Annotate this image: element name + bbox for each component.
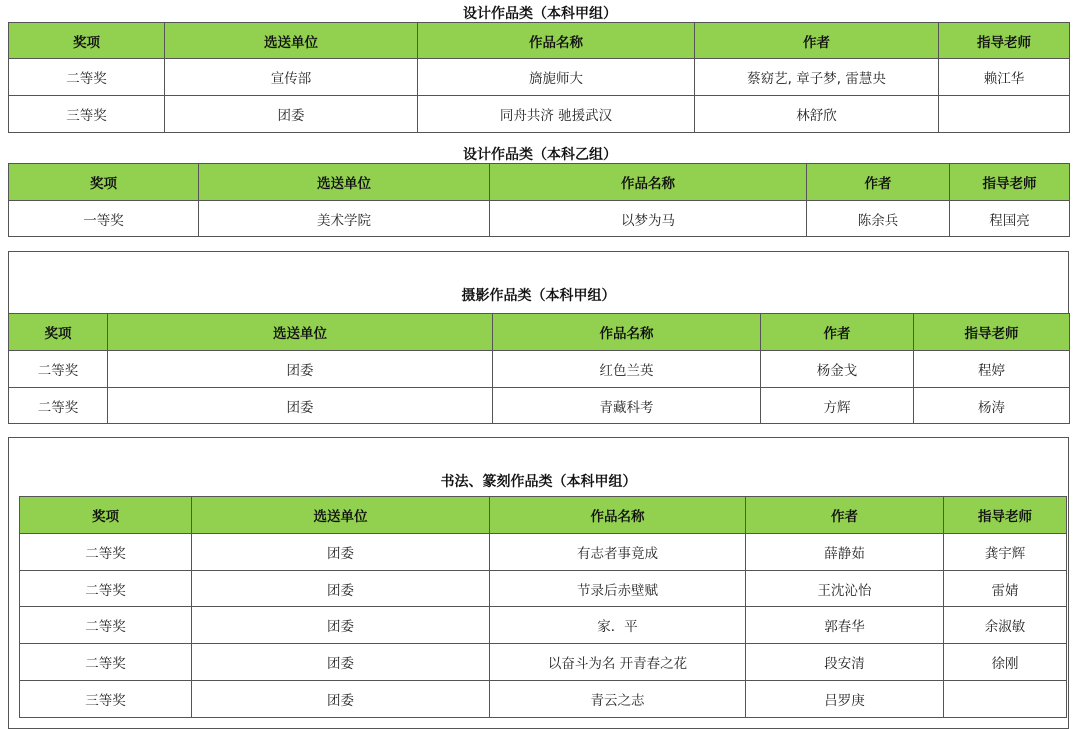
cell-author: 杨金戈 xyxy=(761,351,914,388)
cell-work: 以梦为马 xyxy=(490,201,807,237)
header-author: 作者 xyxy=(695,23,939,59)
header-advisor: 指导老师 xyxy=(939,23,1070,59)
table-row xyxy=(9,201,1070,237)
cell-unit: 美术学院 xyxy=(199,201,490,237)
header-work: 作品名称 xyxy=(493,314,761,351)
cell-advisor: 余淑敏 xyxy=(944,607,1067,644)
section-title: 书法、篆刻作品类（本科甲组） xyxy=(440,474,637,490)
section-title: 设计作品类（本科乙组） xyxy=(463,147,617,163)
cell-author: 薛静茹 xyxy=(746,534,944,571)
cell-award: 二等奖 xyxy=(20,534,192,571)
cell-work: 红色兰英 xyxy=(493,351,761,388)
header-award: 奖项 xyxy=(9,23,165,59)
cell-advisor: 赖江华 xyxy=(939,59,1070,96)
table-row xyxy=(20,644,1067,681)
cell-advisor xyxy=(944,681,1067,718)
cell-award: 二等奖 xyxy=(20,571,192,607)
cell-work: 青云之志 xyxy=(490,681,746,718)
cell-award: 二等奖 xyxy=(20,607,192,644)
cell-award: 二等奖 xyxy=(20,644,192,681)
cell-award: 一等奖 xyxy=(9,201,199,237)
cell-work: 同舟共济 驰援武汉 xyxy=(418,96,695,133)
header-work: 作品名称 xyxy=(418,23,695,59)
cell-unit: 宣传部 xyxy=(165,59,418,96)
header-unit: 选送单位 xyxy=(192,497,490,534)
cell-unit: 团委 xyxy=(108,351,493,388)
table-row xyxy=(20,607,1067,644)
table-row xyxy=(20,681,1067,718)
section-title: 设计作品类（本科甲组） xyxy=(463,6,617,22)
header-unit: 选送单位 xyxy=(165,23,418,59)
cell-award: 二等奖 xyxy=(9,59,165,96)
cell-work: 有志者事竟成 xyxy=(490,534,746,571)
header-award: 奖项 xyxy=(9,314,108,351)
cell-advisor: 杨涛 xyxy=(914,388,1070,424)
table-row xyxy=(9,96,1070,133)
header-advisor: 指导老师 xyxy=(950,164,1070,201)
section-calligraphy-undergrad-a xyxy=(8,437,1069,729)
section-design-undergrad-a xyxy=(0,0,1080,134)
awards-table xyxy=(8,313,1070,424)
header-unit: 选送单位 xyxy=(108,314,493,351)
section-title: 摄影作品类（本科甲组） xyxy=(461,288,616,304)
cell-award: 二等奖 xyxy=(9,388,108,424)
cell-author: 吕罗庚 xyxy=(746,681,944,718)
cell-advisor: 雷婧 xyxy=(944,571,1067,607)
cell-unit: 团委 xyxy=(192,681,490,718)
cell-author: 王沈沁怡 xyxy=(746,571,944,607)
awards-table xyxy=(8,163,1070,237)
table-row xyxy=(20,571,1067,607)
header-author: 作者 xyxy=(746,497,944,534)
cell-unit: 团委 xyxy=(192,571,490,607)
cell-unit: 团委 xyxy=(192,534,490,571)
header-advisor: 指导老师 xyxy=(944,497,1067,534)
cell-author: 蔡窈艺, 章子梦, 雷慧央 xyxy=(695,59,939,96)
table-header-row xyxy=(9,164,1070,201)
header-author: 作者 xyxy=(761,314,914,351)
cell-unit: 团委 xyxy=(192,607,490,644)
table-row xyxy=(9,351,1070,388)
cell-award: 三等奖 xyxy=(9,96,165,133)
cell-work: 旖旎师大 xyxy=(418,59,695,96)
header-advisor: 指导老师 xyxy=(914,314,1070,351)
header-work: 作品名称 xyxy=(490,497,746,534)
section-photography-undergrad-a xyxy=(8,251,1069,424)
cell-unit: 团委 xyxy=(165,96,418,133)
cell-work: 节录后赤壁赋 xyxy=(490,571,746,607)
cell-author: 林舒欣 xyxy=(695,96,939,133)
cell-advisor: 徐刚 xyxy=(944,644,1067,681)
section-design-undergrad-b xyxy=(0,140,1080,238)
cell-unit: 团委 xyxy=(108,388,493,424)
cell-award: 二等奖 xyxy=(9,351,108,388)
cell-unit: 团委 xyxy=(192,644,490,681)
header-work: 作品名称 xyxy=(490,164,807,201)
table-row xyxy=(20,534,1067,571)
cell-advisor: 龚宇辉 xyxy=(944,534,1067,571)
cell-work: 以奋斗为名 开青春之花 xyxy=(490,644,746,681)
header-award: 奖项 xyxy=(20,497,192,534)
table-header-row xyxy=(20,497,1067,534)
cell-advisor: 程国亮 xyxy=(950,201,1070,237)
table-header-row xyxy=(9,23,1070,59)
cell-award: 三等奖 xyxy=(20,681,192,718)
table-row xyxy=(9,59,1070,96)
cell-advisor xyxy=(939,96,1070,133)
awards-table xyxy=(8,22,1070,133)
header-award: 奖项 xyxy=(9,164,199,201)
cell-work: 青藏科考 xyxy=(493,388,761,424)
cell-work: 家．平 xyxy=(490,607,746,644)
cell-author: 陈余兵 xyxy=(807,201,950,237)
cell-author: 段安清 xyxy=(746,644,944,681)
cell-author: 方辉 xyxy=(761,388,914,424)
header-unit: 选送单位 xyxy=(199,164,490,201)
awards-table xyxy=(19,496,1067,718)
table-header-row xyxy=(9,314,1070,351)
header-author: 作者 xyxy=(807,164,950,201)
table-row xyxy=(9,388,1070,424)
cell-author: 郭春华 xyxy=(746,607,944,644)
cell-advisor: 程婷 xyxy=(914,351,1070,388)
